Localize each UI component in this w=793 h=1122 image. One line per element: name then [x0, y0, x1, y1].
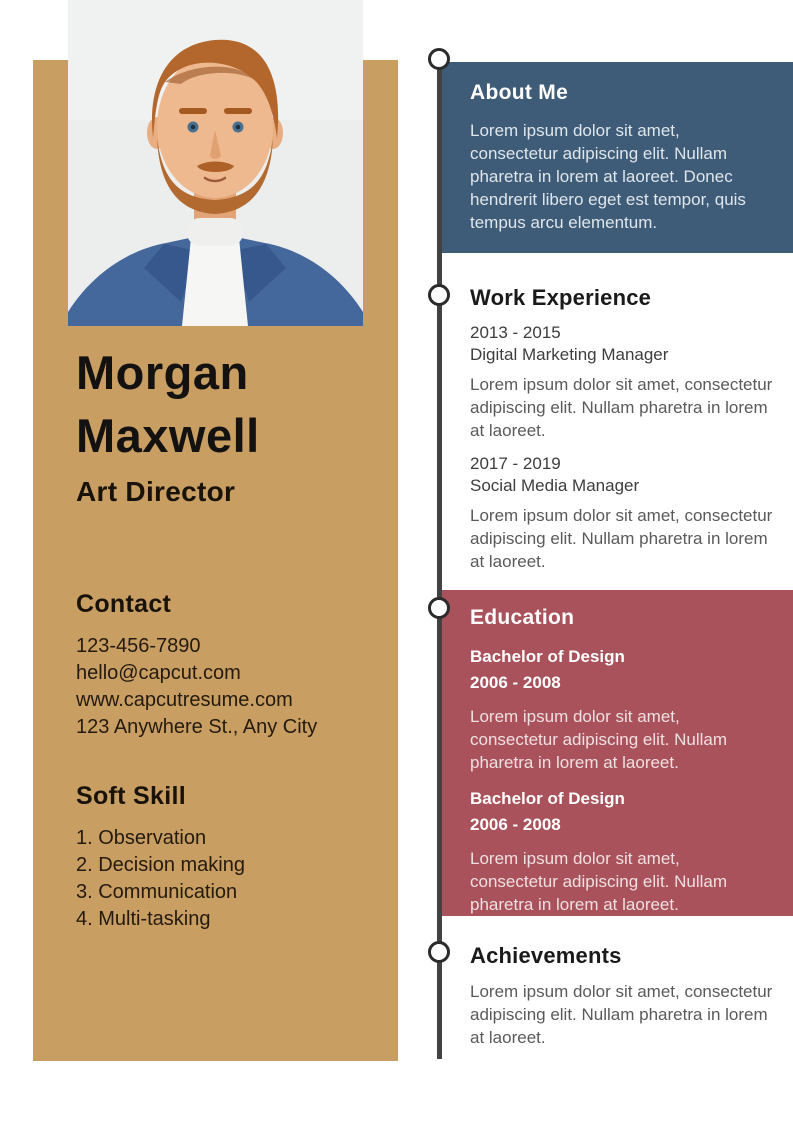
work-entry	[470, 322, 782, 442]
work-experience-heading: Work Experience	[470, 285, 652, 310]
about-body: Lorem ipsum dolor sit amet, consectetur adipiscing elit. Nullam pharetra in lorem at laoreet. Donec hendrerit libero eget est tempor, quis tempus arcu elementum.	[470, 121, 746, 232]
contact-phone: 123-456-7890	[76, 635, 201, 657]
achievements-body: Lorem ipsum dolor sit amet, consectetur adipiscing elit. Nullam pharetra in lorem at laoreet.	[470, 982, 773, 1047]
education-entry-body: Lorem ipsum dolor sit amet, consectetur adipiscing elit. Nullam pharetra in lorem at laoreet.	[470, 707, 728, 772]
timeline-dot-education	[428, 597, 450, 619]
portrait-illustration	[68, 0, 363, 326]
education-heading: Education	[470, 606, 575, 629]
name-block	[76, 341, 386, 508]
soft-skill-heading: Soft Skill	[76, 782, 186, 810]
soft-skill-item: 3. Communication	[76, 881, 238, 903]
name-first: Morgan	[76, 346, 249, 399]
profile-photo	[68, 0, 363, 326]
education-entry-degree: Bachelor of Design	[470, 789, 625, 808]
education-entry-degree: Bachelor of Design	[470, 647, 625, 666]
soft-skill-item: 4. Multi-tasking	[76, 908, 211, 930]
work-entry-body: Lorem ipsum dolor sit amet, consectetur adipiscing elit. Nullam pharetra in lorem at laoreet.	[470, 506, 773, 571]
contact-heading: Contact	[76, 590, 172, 618]
achievements-section	[470, 943, 782, 1049]
timeline-line	[437, 59, 442, 1059]
contact-address: 123 Anywhere St., Any City	[76, 716, 318, 738]
contact-lines	[76, 633, 386, 741]
education-entry	[470, 644, 769, 774]
soft-skill-section	[76, 780, 386, 933]
about-section	[437, 62, 793, 253]
soft-skill-item: 2. Decision making	[76, 854, 245, 876]
soft-skill-item: 1. Observation	[76, 827, 207, 849]
timeline-dot-about	[428, 48, 450, 70]
work-entry-body: Lorem ipsum dolor sit amet, consectetur adipiscing elit. Nullam pharetra in lorem at laoreet.	[470, 375, 773, 440]
work-entry-role: Digital Marketing Manager	[470, 345, 669, 364]
contact-section	[76, 588, 386, 741]
job-title: Art Director	[76, 476, 236, 507]
work-entry-period: 2013 - 2015	[470, 323, 561, 342]
education-entry-period: 2006 - 2008	[470, 815, 561, 834]
timeline-dot-achievements	[428, 941, 450, 963]
contact-email: hello@capcut.com	[76, 662, 241, 684]
contact-website: www.capcutresume.com	[76, 689, 293, 711]
work-entry-period: 2017 - 2019	[470, 454, 561, 473]
education-section	[437, 590, 793, 916]
education-entry	[470, 786, 769, 916]
education-entry-body: Lorem ipsum dolor sit amet, consectetur adipiscing elit. Nullam pharetra in lorem at laoreet.	[470, 849, 728, 914]
about-heading: About Me	[470, 81, 569, 104]
timeline-dot-work	[428, 284, 450, 306]
soft-skill-list	[76, 825, 386, 933]
education-entry-period: 2006 - 2008	[470, 673, 561, 692]
work-experience-section	[470, 285, 782, 573]
achievements-heading: Achievements	[470, 943, 622, 968]
work-entry	[470, 453, 782, 573]
work-entry-role: Social Media Manager	[470, 476, 640, 495]
name-last: Maxwell	[76, 409, 260, 462]
